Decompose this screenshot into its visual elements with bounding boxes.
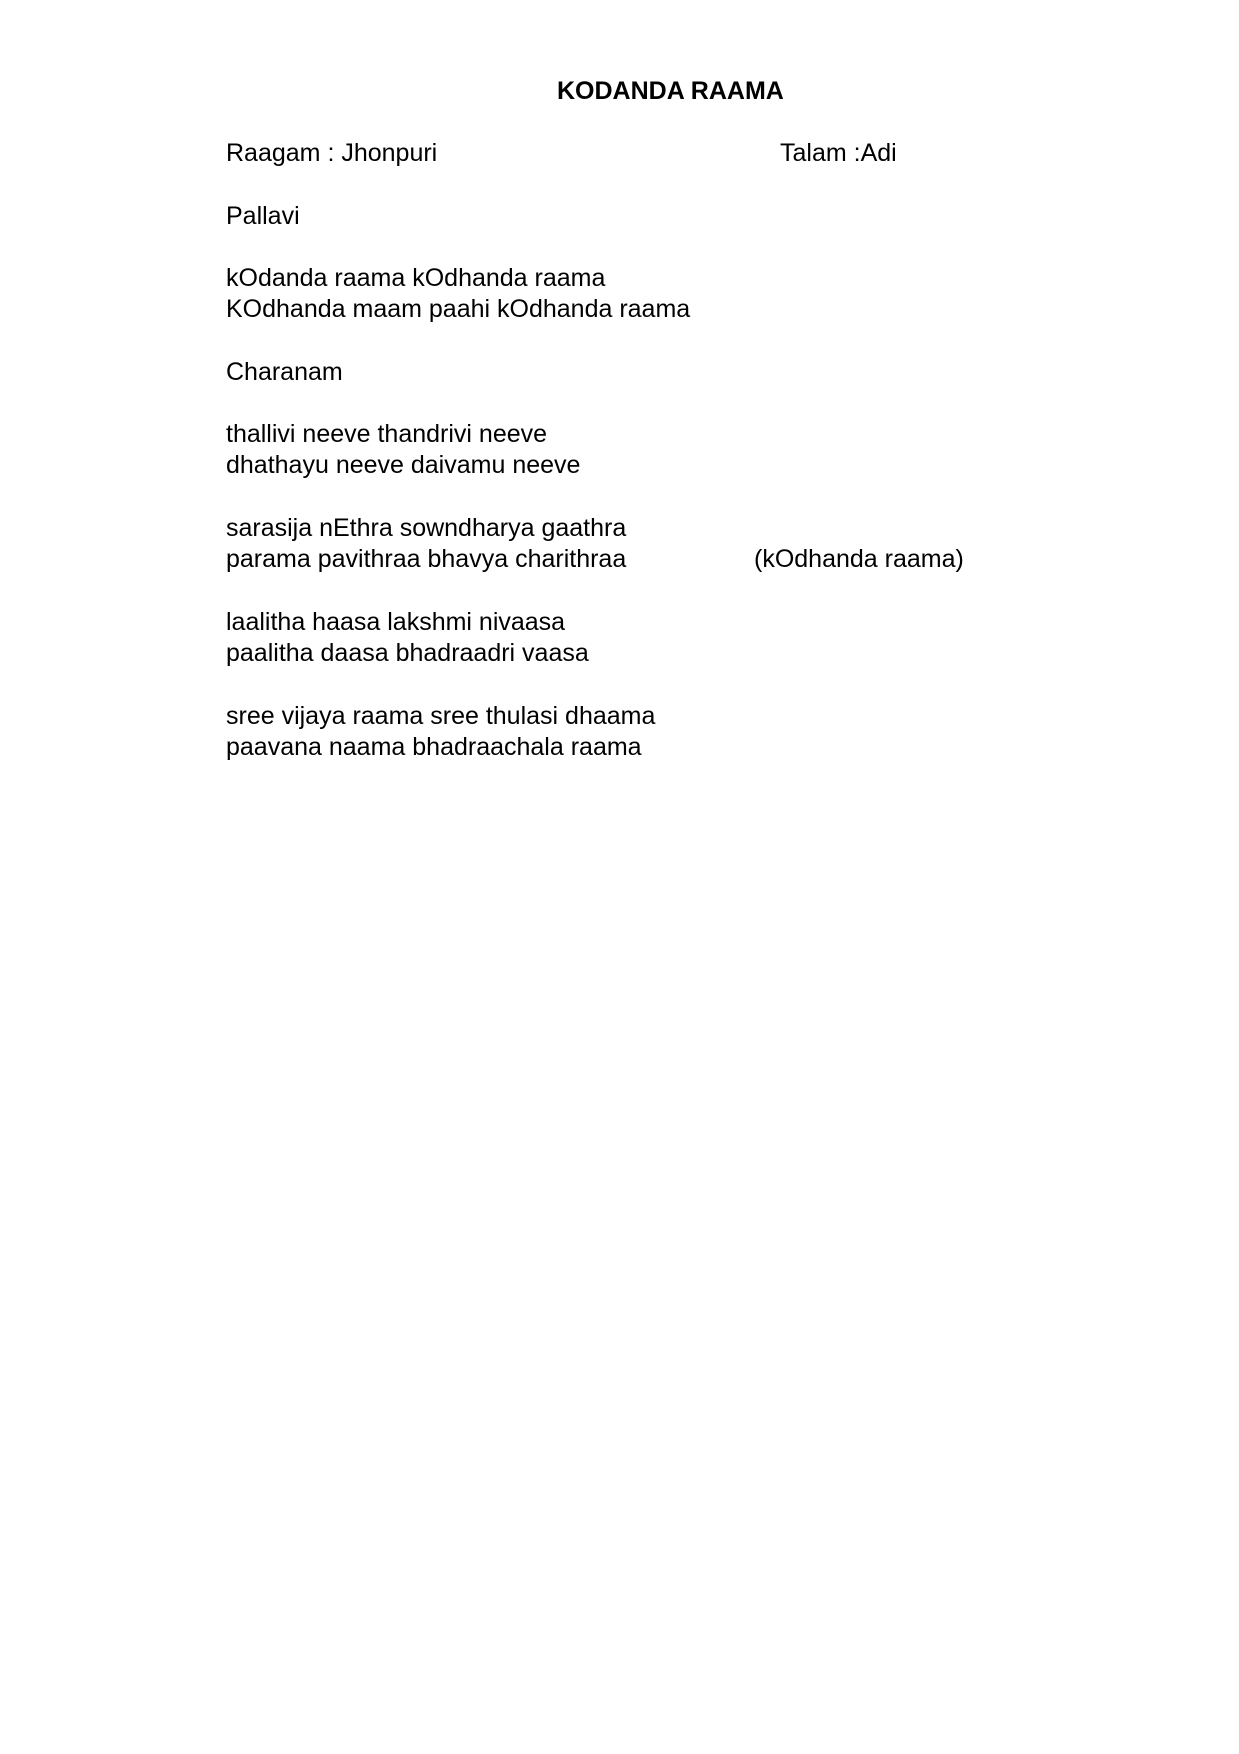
lyric-line: thallivi neeve thandrivi neeve [226,420,548,448]
charanam-heading: Charanam [226,358,343,386]
lyric-line: parama pavithraa bhavya charithraa [226,545,627,573]
pallavi-lyrics [226,263,690,325]
lyric-line: paalitha daasa bhadraadri vaasa [226,639,589,667]
lyric-line: laalitha haasa lakshmi nivaasa [226,608,566,636]
charanam-stanza-4 [226,701,655,763]
pallavi-heading: Pallavi [226,202,300,230]
lyric-line: kOdanda raama kOdhanda raama [226,264,606,292]
charanam-stanza-3 [226,607,589,669]
charanam-stanza-1 [226,419,580,481]
raagam-label: Raagam : Jhonpuri [226,139,438,167]
lyric-line: sree vijaya raama sree thulasi dhaama [226,702,656,730]
talam-label: Talam :Adi [780,139,897,167]
lyric-line: dhathayu neeve daivamu neeve [226,451,581,479]
refrain-label: (kOdhanda raama) [754,545,964,573]
lyric-line: paavana naama bhadraachala raama [226,733,642,761]
lyric-line: sarasija nEthra sowndharya gaathra [226,514,627,542]
charanam-stanza-2 [226,513,626,575]
song-title: KODANDA RAAMA [557,77,784,105]
lyric-line: KOdhanda maam paahi kOdhanda raama [226,295,691,323]
